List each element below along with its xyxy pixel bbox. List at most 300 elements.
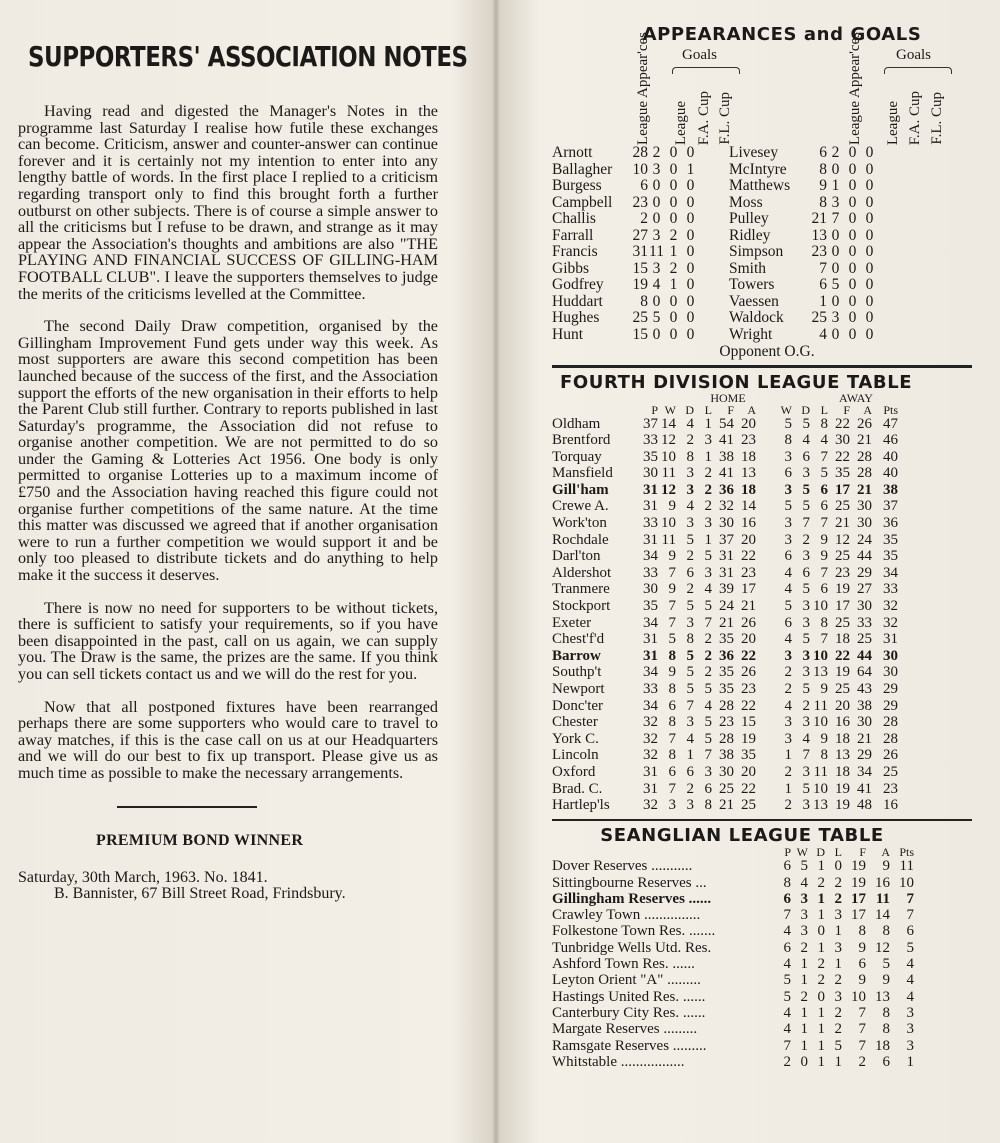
col-apps-right: League Appear'ces [847, 31, 863, 145]
table-cell: 23 [883, 780, 898, 797]
player-apps: 15 [632, 259, 648, 277]
table-cell: 4 [704, 697, 712, 714]
table-cell: 21 [719, 614, 734, 631]
player-apps: 15 [632, 325, 648, 343]
table-cell: 2 [686, 581, 694, 598]
table-cell: 2 [834, 1004, 842, 1021]
player-league-goals: 1 [831, 177, 840, 194]
table-cell: 0 [800, 1053, 808, 1070]
table-cell: 31 [719, 548, 734, 565]
player-name: Ridley [729, 226, 771, 244]
table-cell: 4 [784, 631, 792, 648]
player-league-goals: 2 [831, 144, 840, 161]
table-cell: 3 [784, 515, 792, 532]
player-league-goals: 0 [652, 325, 661, 343]
table-cell: 19 [851, 874, 866, 891]
player-fa-goals: 0 [669, 210, 678, 227]
player-apps: 13 [811, 226, 827, 244]
appearance-row [552, 228, 972, 245]
player-name: McIntyre [729, 160, 787, 178]
table-cell: 9 [820, 548, 828, 565]
table-cell: 3 [802, 797, 810, 814]
table-cell: 1 [784, 780, 792, 797]
player-fl-goals: 1 [686, 160, 695, 178]
table-cell: 19 [741, 730, 756, 747]
team-name: Chester [552, 714, 598, 731]
table-cell: 6 [784, 465, 792, 482]
table-cell: 32 [643, 747, 658, 764]
column-header: F [843, 402, 850, 417]
table-cell: 1 [817, 1004, 825, 1021]
table-cell: 4 [906, 972, 914, 989]
table-cell: 7 [668, 780, 676, 797]
table-cell: 35 [883, 531, 898, 548]
premium-bond-date: Saturday, 30th March, 1963. No. 1841. [18, 868, 268, 886]
table-cell: 31 [643, 763, 658, 780]
player-apps: 4 [819, 325, 827, 343]
table-cell: 23 [741, 681, 756, 697]
table-cell: 8 [783, 874, 791, 891]
table-cell: 5 [783, 972, 791, 989]
table-cell: 1 [817, 890, 825, 907]
table-cell: 3 [800, 890, 808, 907]
table-cell: 6 [784, 614, 792, 631]
table-cell: 8 [882, 923, 890, 940]
appearance-row [552, 261, 972, 278]
column-header: L [704, 402, 712, 417]
table-cell: 32 [643, 714, 658, 731]
table-cell: 38 [857, 697, 872, 714]
table-cell: 1 [906, 1053, 914, 1070]
column-header: F [859, 845, 866, 860]
table-cell: 5 [802, 581, 810, 598]
column-header: D [816, 845, 825, 860]
table-cell: 23 [741, 564, 756, 581]
spacer [699, 178, 729, 195]
table-cell: 25 [741, 797, 756, 814]
league-row [552, 532, 972, 549]
col-fa-right: F.A. Cup [907, 90, 923, 145]
player-fa-goals: 2 [669, 226, 678, 244]
player-apps: 23 [632, 193, 648, 211]
table-cell: 3 [686, 614, 694, 631]
table-cell: 2 [802, 697, 810, 714]
team-name: Canterbury City Res. ...... [552, 1004, 706, 1021]
table-cell: 6 [668, 763, 676, 780]
table-cell: 2 [800, 939, 808, 956]
team-name: Donc'ter [552, 697, 604, 714]
table-cell: 3 [802, 465, 810, 482]
table-cell: 25 [835, 548, 850, 565]
player-apps: 19 [632, 276, 648, 293]
player-fa-goals: 0 [669, 309, 678, 326]
appearances-table [552, 145, 972, 343]
table-cell: 6 [820, 481, 828, 498]
table-cell: 35 [719, 631, 734, 648]
table-cell: 32 [643, 730, 658, 747]
player-fl-goals: 0 [865, 292, 874, 310]
table-cell: 9 [882, 972, 890, 989]
rule-above-fourth [552, 365, 972, 368]
table-cell: 7 [686, 697, 694, 714]
table-cell: 22 [835, 415, 850, 432]
player-fl-goals: 0 [686, 276, 695, 293]
goals-brace-right [884, 67, 952, 74]
player-apps: 6 [819, 144, 827, 161]
col-apps-left: League Appear'ces [635, 31, 651, 145]
table-cell: 8 [668, 747, 676, 764]
table-cell: 1 [817, 1037, 825, 1054]
table-cell: 12 [661, 432, 676, 449]
player-league-goals: 0 [831, 226, 840, 244]
player-fa-goals: 0 [848, 325, 857, 343]
table-cell: 30 [835, 432, 850, 449]
table-cell: 18 [741, 481, 756, 498]
column-header: L [820, 402, 828, 417]
table-cell: 20 [741, 531, 756, 548]
table-cell: 5 [802, 415, 810, 432]
page-heading: SUPPORTERS' ASSOCIATION NOTES [28, 40, 468, 73]
column-header: W [796, 845, 808, 860]
table-cell: 2 [686, 432, 694, 449]
paragraph-1: Having read and digested the Manager's Notes in the programme last Saturday I realise how futile these exchanges can become. Criticism, answer and counter-answer can continue forever and it is certainly not my intention to enter into any lengthy battle of words. In the first place I replied to a criticism regarding transport only to find this brought forth a further outburst on other subjects. There is of course a simple answer to all the criticisms but I refuse to be drawn, and strange as it may appear the Association's thoughts and ambitions are also "THE PLAYING AND FINANCIAL SUCCESS OF GILLING-HAM FOOTBALL CLUB". I leave the supporters themselves to judge the merits of the criticisms levelled at the Committee. [18, 102, 438, 303]
seanglian-row [552, 1054, 972, 1070]
player-fa-goals: 0 [669, 325, 678, 343]
spacer [699, 145, 729, 162]
table-cell: 4 [800, 874, 808, 891]
col-league-right: League [885, 100, 901, 145]
table-cell: 16 [835, 714, 850, 731]
table-cell: 22 [741, 548, 756, 565]
table-cell: 0 [817, 988, 825, 1005]
player-fa-goals: 0 [848, 193, 857, 211]
player-fl-goals: 0 [865, 160, 874, 178]
table-cell: 7 [820, 448, 828, 465]
table-cell: 1 [817, 858, 825, 875]
table-cell: 3 [834, 907, 842, 924]
team-name: Lincoln [552, 747, 599, 764]
table-cell: 4 [686, 415, 694, 432]
table-cell: 4 [906, 956, 914, 973]
appearance-row [552, 310, 972, 327]
table-cell: 5 [704, 598, 712, 615]
player-name: Moss [729, 193, 763, 211]
player-name: Francis [552, 243, 598, 260]
divider-rule [117, 806, 257, 808]
table-cell: 5 [802, 481, 810, 498]
table-cell: 2 [704, 481, 712, 498]
table-cell: 37 [883, 498, 898, 515]
table-cell: 7 [704, 747, 712, 764]
player-fl-goals: 0 [686, 226, 695, 244]
table-cell: 5 [704, 730, 712, 747]
table-cell: 21 [857, 730, 872, 747]
table-cell: 27 [857, 581, 872, 598]
league-row [552, 416, 972, 433]
player-fa-goals: 0 [848, 177, 857, 194]
player-league-goals: 0 [831, 325, 840, 343]
table-cell: 34 [883, 564, 898, 581]
team-name: Darl'ton [552, 548, 601, 565]
player-apps: 23 [811, 243, 827, 260]
table-cell: 8 [858, 923, 866, 940]
table-cell: 18 [741, 448, 756, 465]
table-cell: 31 [643, 780, 658, 797]
table-cell: 36 [719, 481, 734, 498]
league-row [552, 648, 972, 665]
table-cell: 11 [813, 763, 828, 780]
table-cell: 3 [802, 664, 810, 681]
table-cell: 2 [704, 631, 712, 648]
table-cell: 1 [800, 956, 808, 973]
table-cell: 33 [883, 581, 898, 598]
table-cell: 17 [851, 907, 866, 924]
table-cell: 10 [899, 874, 914, 891]
table-cell: 6 [784, 548, 792, 565]
appearance-row [552, 327, 972, 344]
table-cell: 4 [704, 581, 712, 598]
table-cell: 11 [875, 890, 890, 907]
player-league-goals: 3 [652, 226, 661, 244]
table-cell: 13 [813, 664, 828, 681]
table-cell: 7 [858, 1004, 866, 1021]
table-cell: 3 [802, 598, 810, 615]
player-fa-goals: 0 [669, 292, 678, 310]
table-cell: 17 [835, 481, 850, 498]
table-cell: 30 [857, 598, 872, 615]
table-cell: 31 [643, 531, 658, 548]
table-cell: 7 [820, 564, 828, 581]
table-cell: 9 [820, 681, 828, 697]
player-fa-goals: 0 [669, 160, 678, 178]
table-cell: 7 [668, 614, 676, 631]
column-header: P [651, 402, 658, 417]
seanglian-row [552, 940, 972, 956]
table-cell: 5 [686, 681, 694, 697]
spacer [699, 228, 729, 245]
player-fa-goals: 0 [848, 160, 857, 178]
league-row [552, 747, 972, 764]
appearance-row [552, 244, 972, 261]
opponent-og: Opponent O.G. [719, 343, 815, 360]
appearance-row [552, 162, 972, 179]
player-fa-goals: 0 [848, 259, 857, 277]
player-fl-goals: 0 [865, 276, 874, 293]
spacer [699, 162, 729, 179]
fourth-division-title: FOURTH DIVISION LEAGUE TABLE [560, 371, 913, 393]
player-fa-goals: 0 [848, 292, 857, 310]
table-cell: 7 [802, 515, 810, 532]
table-cell: 12 [835, 531, 850, 548]
col-fl-right: F.L. Cup [929, 92, 945, 145]
table-cell: 7 [906, 890, 914, 907]
table-cell: 3 [784, 531, 792, 548]
league-row [552, 615, 972, 632]
table-cell: 14 [661, 415, 676, 432]
table-cell: 2 [784, 797, 792, 814]
player-apps: 25 [811, 309, 827, 326]
team-name: Barrow [552, 647, 601, 664]
table-cell: 32 [883, 598, 898, 615]
table-cell: 35 [741, 747, 756, 764]
table-cell: 7 [783, 1037, 791, 1054]
table-cell: 13 [875, 988, 890, 1005]
player-name: Hunt [552, 325, 583, 343]
table-cell: 22 [741, 697, 756, 714]
table-cell: 32 [719, 498, 734, 515]
team-name: Rochdale [552, 531, 609, 548]
table-cell: 28 [883, 730, 898, 747]
player-apps: 9 [819, 177, 827, 194]
table-cell: 1 [834, 1053, 842, 1070]
table-cell: 5 [802, 681, 810, 697]
table-cell: 10 [813, 780, 828, 797]
player-apps: 10 [632, 160, 648, 178]
table-cell: 9 [882, 858, 890, 875]
table-cell: 2 [817, 874, 825, 891]
player-apps: 8 [819, 193, 827, 211]
seanglian-row [552, 1005, 972, 1021]
table-cell: 11 [661, 465, 676, 482]
seanglian-row [552, 1038, 972, 1054]
table-cell: 33 [643, 515, 658, 532]
table-cell: 4 [802, 432, 810, 449]
table-cell: 2 [704, 647, 712, 664]
table-cell: 0 [817, 923, 825, 940]
table-cell: 34 [643, 548, 658, 565]
team-name: Oldham [552, 415, 601, 432]
column-header: Pts [899, 845, 914, 860]
table-cell: 2 [686, 780, 694, 797]
league-row [552, 764, 972, 781]
table-cell: 19 [835, 664, 850, 681]
player-fl-goals: 0 [865, 193, 874, 211]
player-fl-goals: 0 [686, 259, 695, 277]
player-fa-goals: 0 [848, 276, 857, 293]
table-cell: 5 [800, 858, 808, 875]
league-row [552, 515, 972, 532]
table-cell: 1 [834, 923, 842, 940]
table-cell: 44 [857, 647, 872, 664]
team-name: Work'ton [552, 515, 607, 532]
table-cell: 30 [883, 647, 898, 664]
right-page [552, 24, 972, 1070]
table-cell: 5 [882, 956, 890, 973]
player-name: Wright [729, 325, 773, 343]
table-cell: 40 [883, 465, 898, 482]
player-fa-goals: 0 [848, 226, 857, 244]
table-cell: 30 [857, 714, 872, 731]
premium-bond-winner: B. Bannister, 67 Bill Street Road, Frindsbury. [54, 884, 346, 902]
column-header: Pts [883, 402, 898, 417]
table-cell: 2 [784, 664, 792, 681]
table-cell: 4 [802, 730, 810, 747]
seanglian-row [552, 923, 972, 939]
table-cell: 3 [704, 564, 712, 581]
column-header: F [727, 402, 734, 417]
team-name: York C. [552, 730, 599, 747]
table-cell: 19 [851, 858, 866, 875]
table-cell: 3 [800, 907, 808, 924]
table-cell: 11 [661, 531, 676, 548]
table-cell: 1 [800, 972, 808, 989]
team-name: Ramsgate Reserves ......... [552, 1037, 707, 1054]
player-name: Smith [729, 259, 767, 277]
table-cell: 10 [661, 515, 676, 532]
team-name: Ashford Town Res. ...... [552, 956, 695, 973]
table-cell: 16 [883, 797, 898, 814]
player-league-goals: 3 [652, 160, 661, 178]
table-cell: 21 [835, 515, 850, 532]
table-cell: 31 [719, 564, 734, 581]
table-cell: 9 [858, 939, 866, 956]
table-cell: 22 [741, 647, 756, 664]
spacer [699, 327, 729, 344]
column-header: W [780, 402, 792, 417]
player-league-goals: 0 [831, 259, 840, 277]
table-cell: 2 [858, 1053, 866, 1070]
home-label: HOME [710, 390, 746, 405]
table-cell: 11 [899, 858, 914, 875]
table-cell: 2 [704, 498, 712, 515]
table-cell: 41 [719, 432, 734, 449]
table-cell: 3 [802, 714, 810, 731]
table-cell: 41 [719, 465, 734, 482]
table-cell: 36 [883, 515, 898, 532]
table-cell: 37 [643, 415, 658, 432]
table-cell: 29 [883, 681, 898, 697]
table-cell: 30 [643, 581, 658, 598]
table-cell: 28 [883, 714, 898, 731]
table-cell: 17 [851, 890, 866, 907]
table-cell: 5 [686, 664, 694, 681]
table-cell: 3 [686, 465, 694, 482]
fourth-division-table [552, 390, 972, 814]
table-cell: 32 [643, 797, 658, 814]
table-cell: 48 [857, 797, 872, 814]
league-row [552, 797, 972, 814]
table-cell: 64 [857, 664, 872, 681]
table-cell: 5 [783, 988, 791, 1005]
team-name: Exeter [552, 614, 592, 631]
league-row [552, 432, 972, 449]
table-cell: 2 [817, 956, 825, 973]
table-cell: 5 [906, 939, 914, 956]
table-cell: 37 [719, 531, 734, 548]
table-cell: 1 [800, 1037, 808, 1054]
table-cell: 1 [834, 956, 842, 973]
table-cell: 6 [802, 564, 810, 581]
player-league-goals: 0 [831, 292, 840, 310]
table-cell: 6 [783, 939, 791, 956]
player-name: Farrall [552, 226, 594, 244]
table-cell: 5 [686, 531, 694, 548]
goals-brace-left [672, 67, 740, 74]
table-cell: 8 [882, 1004, 890, 1021]
table-cell: 2 [817, 972, 825, 989]
player-league-goals: 0 [652, 193, 661, 211]
table-cell: 4 [686, 730, 694, 747]
table-cell: 2 [686, 548, 694, 565]
table-cell: 3 [686, 797, 694, 814]
table-cell: 26 [741, 664, 756, 681]
table-cell: 9 [668, 581, 676, 598]
table-cell: 21 [857, 432, 872, 449]
table-cell: 3 [686, 481, 694, 498]
table-cell: 8 [668, 647, 676, 664]
table-cell: 3 [906, 1021, 914, 1038]
col-fa-left: F.A. Cup [696, 90, 712, 145]
